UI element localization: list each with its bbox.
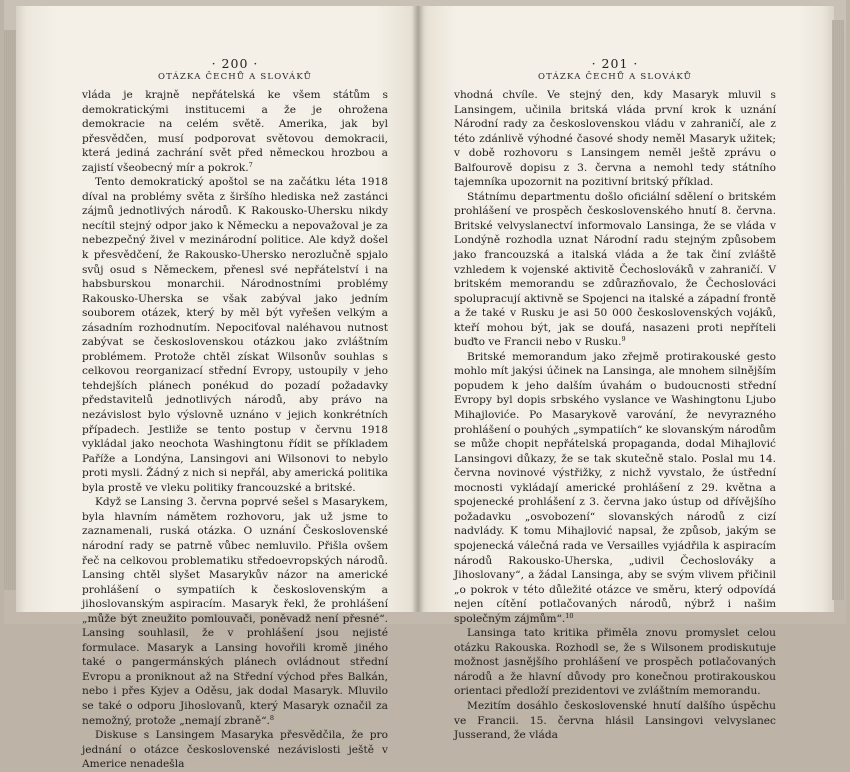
running-head: OTÁZKA ČECHŮ A SLOVÁKŮ: [158, 72, 312, 82]
footnote-ref[interactable]: 9: [621, 335, 626, 344]
footnote-ref[interactable]: 7: [248, 160, 253, 169]
paragraph: Diskuse s Lansingem Masaryka přesvědčila, že pro jednání o otázce československé nezávislosti ještě v Americe nenadešla: [82, 729, 388, 771]
page-number: · 200 ·: [211, 56, 259, 71]
paragraph: vláda je krajně nepřátelská ke všem státům s demokratickými institucemi a že je ohrožena demokracie na celém světě. Amerika, jak byl přesvědčen, musí podporovat světovou demokracii, která jediná zachrání svět před německou hrozbou a zajistí všeobecný mír a pokrok.$^7$: [82, 89, 388, 174]
paragraph: Tento demokratický apoštol se na začátku léta 1918 díval na problémy světa z širšího hlediska než zastánci zájmů jednotlivých národů. K Rakousko-Uhersku nikdy necítil stejný odpor jako k Německu a nepovažoval je za nebezpečný živel v mezinárodní politice. Ale když došel k přesvědčení, že Rakousko-Uhersko nerozlučně spjalo svůj osud s Německem, přenesl své nepřátelství i na habsburskou monarchii. Národnostními problémy Rakousko-Uherska se však zabýval jako jedním souborem otázek, který by měl být vyřešen velkým a zásadním rozhodnutím. Nepociťoval naléhavou nutnost zabývat se československou otázkou jako zvláštním problémem. Protože chtěl získat Wilsonův souhlas s celkovou reorganizací střední Evropy, ustoupily v jeho tehdejších plánech ponékud do pozadí požadavky představitelů jednotlivých národů, aby právo na nezávislost bylo výslovně uznáno v jejich konkrétních případech. Jestliže se tento postup v červnu 1918 vykládal jako neochota Washingtonu řídit se příkladem Paříže a Londýna, Lansingovi ani Wilsonovi to nebylo proti mysli. Žádný z nich si nepřál, aby americká politika byla prostě ve vleku politiky francouzské a britské.: [82, 176, 388, 494]
book-spine-shadow: [412, 6, 424, 612]
body-text: [82, 88, 388, 772]
open-book: [4, 0, 846, 771]
paragraph: Lansinga tato kritika přiměla znovu promyslet celou otázku Rakouska. Rozhodl se, že s Wilsonem prodiskutuje možnost jasnějšího prohlášení ve prospěch potlačovaných národů a že hlavní důvody pro konečnou protirakouskou orientaci předloží prezidentovi ve zvláštním memorandu.: [454, 627, 776, 698]
page-number: · 201 ·: [591, 56, 639, 71]
paragraph: vhodná chvíle. Ve stejný den, kdy Masaryk mluvil s Lansingem, učinila britská vláda první krok k uznání Národní rady za československou vládu v zahraničí, ale z této zdánlivě výhodné časové shody neměl Masaryk užitek; v době rozhovoru s Lansingem neměl ještě zprávu o Balfourově dopisu z 3. června a nemohl tedy státního tajemníka upozornit na pozitivní britský příklad.: [454, 89, 776, 189]
body-text: [454, 88, 776, 743]
paragraph: Mezitím dosáhlo československé hnutí dalšího úspěchu ve Francii. 15. června hlásil Lansingovi velvyslanec Jusserand, že vláda: [454, 699, 776, 742]
footnote-ref[interactable]: 10: [565, 611, 574, 620]
paragraph: Když se Lansing 3. června poprvé sešel s Masarykem, byla hlavním námětem rozhovoru, jak už jsme to zaznamenali, ruská otázka. O uznání Československé národní rady se patrně vůbec nemluvilo. Přišla ovšem řeč na celkovou problematiku středoevropských národů. Lansing chtěl slyšet Masarykův názor na americké prohlášení o sympatiích k československým a jihoslovanským aspiracím. Masaryk řekl, že prohlášení „může být zneužito pomlouvači, poněvadž není přesné“. Lansing souhlasil, že v prohlášení jsou nejisté formulace. Masaryk a Lansing hovořili kromě jiného také o pangermánských plánech ovládnout střední Evropu a proniknout až na Střední východ přes Balkán, nebo i přes Kyjev a Oděsu, jak dodal Masaryk. Mluvilo se také o odporu Jihoslovanů, který Masaryk označil za nemožný, protože „nemají zbraně“.$^8$: [82, 496, 388, 727]
running-head: OTÁZKA ČECHŮ A SLOVÁKŮ: [538, 72, 692, 82]
footnote-ref[interactable]: 8: [269, 713, 275, 722]
left-page: [16, 6, 418, 771]
paragraph: Britské memorandum jako zřejmě protirakouské gesto mohlo mít jakýsi účinek na Lansinga, ale mnohem silnějším popudem k jeho dalším úvahám o budoucnosti střední Evropy byl dopis srbského vyslance ve Washingtonu Ljubo Mihajloviće. Po Masarykově varování, že nevyrazného prohlášení o pouhých „sympatiích“ ke slovanským národům se může chopit nepřátelská propaganda, dodal Mihajlović Lansingovi důkazy, že se tak skutečně stalo. Poslal mu 14. června novinové výstřižky, z nichž vyvstalo, že ústřední mocnosti vykládají americké prohlášení z 29. května a spojenecké prohlášení z 3. června jako ústup od dřívějšího požadavku „osvobození“ slovanských národů z cizí nadvlády. K tomu Mihajlović napsal, že způsob, jakým se spojenecká válečná rada ve Versailles vyjádřila k aspiracím národů Rakousko-Uherska, „udivil Čechoslováky a Jihoslovany“, a žádal Lansinga, aby se svým vlivem přičinil „o pokrok v této důležité otázce ve směru, který odpovídá nejen cítění potlačovaných národů, nýbrž i našim společným zájmům“.$^{10}$: [454, 350, 776, 625]
right-page: [418, 6, 834, 742]
page-edges-right: [832, 20, 844, 600]
paragraph: Státnímu departmentu došlo oficiální sdělení o britském prohlášení ve prospěch československého hnutí 8. června. Britské velvyslanectví informovalo Lansinga, že se vláda v Londýně rozhodla uznat Národní radu stejným způsobem jako francouzská a italská vláda a že tak činí zvláště vzhledem k vojenské aktivitě Čechoslováků v zahraničí. V britském memorandu se zdůrazňovalo, že Čechoslováci spolupracují aktivně se Spojenci na italské a západní frontě a že také v Rusku je asi 50 000 československých vojáků, kteří mohou být, jak se doufá, nasazeni proti nepříteli buďto ve Francii nebo v Rusku.$^9$: [454, 190, 776, 349]
